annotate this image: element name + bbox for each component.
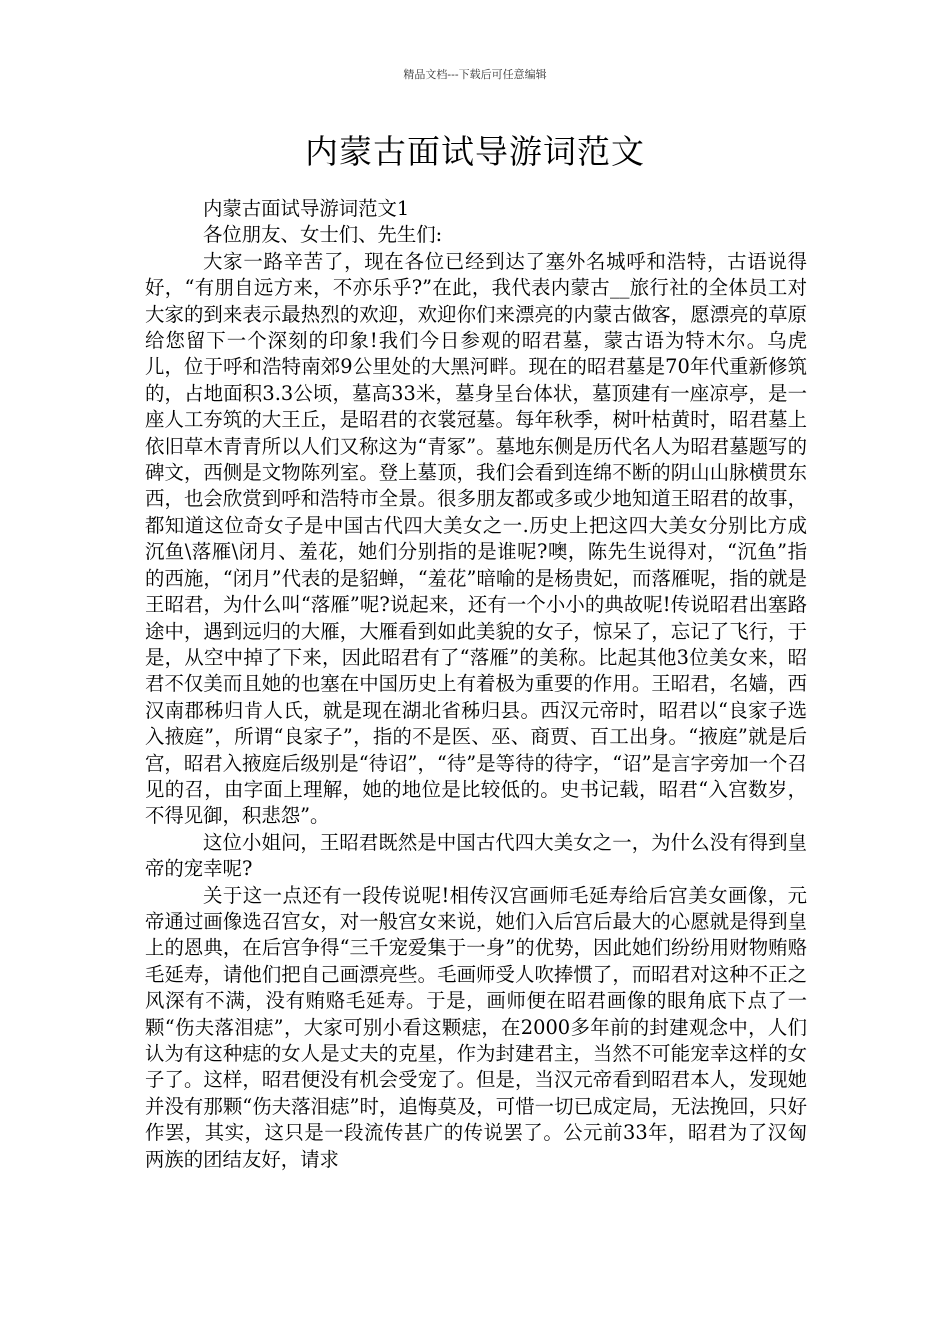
paragraph-subtitle: 内蒙古面试导游词范文1 [203,197,410,220]
page-title: 内蒙古面试导游词范文 [305,132,645,171]
paragraph-body: 大家一路辛苦了，现在各位已经到达了塞外名城呼和浩特，古语说得好，“有朋自远方来，不亦乐乎?”在此，我代表内蒙古__旅行社的全体员工对大家的到来表示最热烈的欢迎，欢迎你们来漂亮的内蒙古做客，愿漂亮的草原给您留下一个深刻的印象!我们今日参观的昭君墓，蒙古语为特木尔。乌虎儿，位于呼和浩特南郊9公里处的大黑河畔。现在的昭君墓是70年代重新修筑的，占地面积3.3公顷，墓高33米，墓身呈台体状，墓顶建有一座凉亭，是一座人工夯筑的大王丘，是昭君的衣裳冠墓。每年秋季，树叶枯黄时，昭君墓上依旧草木青青所以人们又称这为“青冢”。墓地东侧是历代名人为昭君墓题写的碑文，西侧是文物陈列室。登上墓顶，我们会看到连绵不断的阴山山脉横贯东西，也会欣赏到呼和浩特市全景。很多朋友都或多或少地知道王昭君的故事，都知道这位奇女子是中国古代四大美女之一.历史上把这四大美女分别比方成沉鱼\落雁\闭月、羞花，她们分别指的是谁呢?噢，陈先生说得对，“沉鱼”指的西施，“闭月”代表的是貂蝉，“羞花”暗喻的是杨贵妃，而落雁呢，指的就是王昭君，为什么叫“落雁”呢?说起来，还有一个小小的典故呢!传说昭君出塞路途中，遇到远归的大雁，大雁看到如此美貌的女子，惊呆了，忘记了飞行，于是，从空中掉了下来，因此昭君有了“落雁”的美称。比起其他3位美女来，昭君不仅美而且她的也塞在中国历史上有着极为重要的作用。王昭君，名嫱，西汉南郡秭归肯人氏，就是现在湖北省秭归县。西汉元帝时，昭君以“良家子选入掖庭”，所谓“良家子”，指的不是医、巫、商贾、百工出身。“掖庭”就是后宫，昭君入掖庭后级别是“待诏”，“待”是等待的待字，“诏”是言字旁加一个召见的召，由字面上理解，她的地位是比较低的。史书记载，昭君“入宫数岁，不得见御，积悲怨”。 [145,249,807,828]
document-body [145,196,807,1173]
header-note: 精品文档---下载后可任意编辑 [403,68,547,81]
paragraph-greeting: 各位朋友、女士们、先生们: [203,223,443,247]
paragraph-body: 关于这一点还有一段传说呢!相传汉宫画师毛延寿给后宫美女画像，元帝通过画像选召宫女，对一般宫女来说，她们入后宫后最大的心愿就是得到皇上的恩典，在后宫争得“三千宠爱集于一身”的优势，因此她们纷纷用财物贿赂毛延寿，请他们把自己画漂亮些。毛画师受人吹捧惯了，而昭君对这种不正之风深有不满，没有贿赂毛延寿。于是，画师便在昭君画像的眼角底下点了一颗“伤夫落泪痣”，大家可别小看这颗痣，在2000多年前的封建观念中，人们认为有这种痣的女人是丈夫的克星，作为封建君主，当然不可能宠幸这样的女子了。这样，昭君便没有机会受宠了。但是，当汉元帝看到昭君本人，发现她并没有那颗“伤夫落泪痣”时，追悔莫及，可惜一切已成定局，无法挽回，只好作罢，其实，这只是一段流传甚广的传说罢了。公元前33年，昭君为了汉匈两族的团结友好，请求 [145,883,807,1171]
paragraph-body: 这位小姐问，王昭君既然是中国古代四大美女之一，为什么没有得到皇帝的宠幸呢? [145,830,807,881]
